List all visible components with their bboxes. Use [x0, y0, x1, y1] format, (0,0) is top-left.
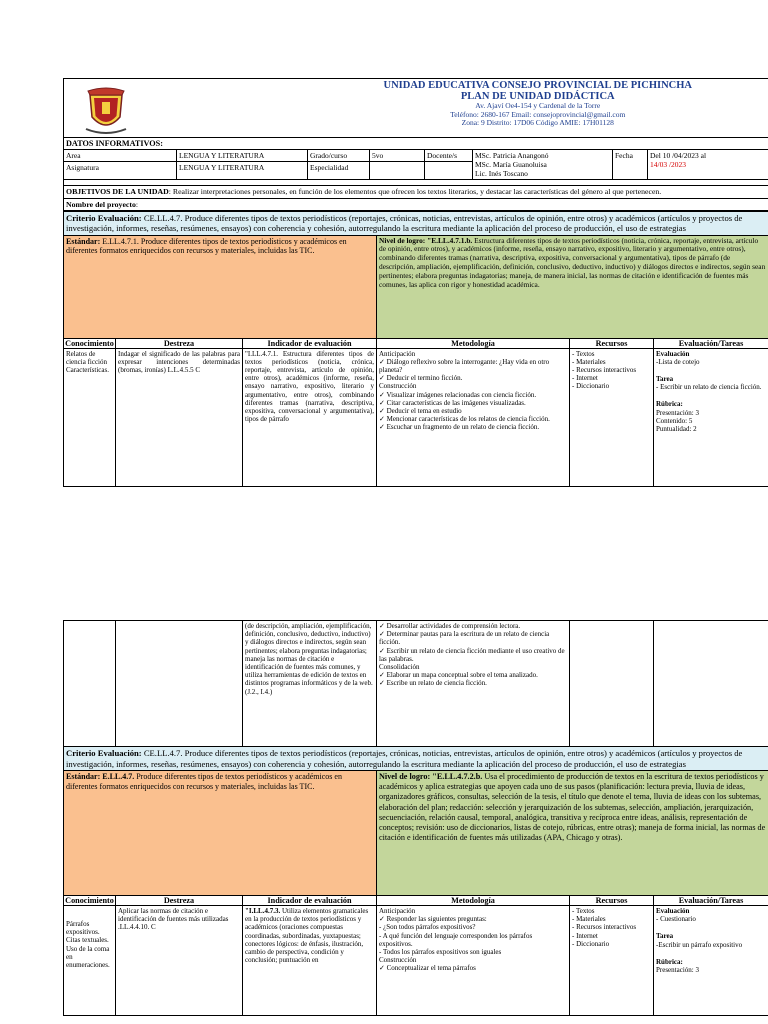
destreza-cell: Indagar el significado de las palabras para expresar intenciones determinadas (bromas, ironías) L.L.4.5.5 C	[116, 348, 243, 486]
metodologia-cell: Anticipación ✓ Diálogo reflexivo sobre la interrogante: ¿Hay vida en otro planeta? ✓ Deducir el termino ficción. Construcción ✓ Visualizar imágenes relacionadas con ciencia ficción. ✓ Citar características de las imágenes visualizadas. ✓ Deducir el tema en estudio ✓ Mencionar características de los relatos de ciencia ficción. ✓ Escuchar un fragmento de un relato de ciencia ficción.	[377, 348, 570, 486]
page-1	[63, 78, 768, 487]
area-label: Area	[64, 150, 177, 162]
especialidad-label: Especialidad	[308, 162, 370, 180]
col-metodologia: Metodología	[377, 338, 570, 348]
col-destreza: Destreza	[116, 338, 243, 348]
school-address: Av. Ajaví Oe4-154 y Cardenal de la Torre	[475, 101, 601, 110]
col-conocimiento: Conocimiento	[65, 338, 114, 348]
fecha-value: Del 10 /04/2023 al 14/03 /2023	[648, 150, 768, 180]
table-row	[64, 621, 768, 747]
unit-table-1	[63, 211, 768, 487]
docente-label: Docente/s	[425, 150, 473, 162]
col-indicador: Indicador de evaluación	[243, 896, 377, 906]
school-phone-email: Teléfono: 2680-167 Email: consejoprovincial@gmail.com	[450, 109, 626, 119]
col-recursos: Recursos	[570, 338, 654, 348]
conocimiento-cell: Relatos de ciencia ficción Características.	[64, 348, 116, 486]
metodologia-cell: Anticipación ✓ Responder las siguientes preguntas: - ¿Son todos párrafos expositivos? - A qué función del lenguaje corresponden los párrafos expositivos. - Todos los párrafos expositivos son iguales Construcción ✓ Conceptualizar el tema párrafos	[377, 906, 570, 1016]
plan-title: PLAN DE UNIDAD DIDÁCTICA	[460, 91, 615, 102]
evaluacion-cell: Evaluación -Lista de cotejo Tarea - Escribir un relato de ciencia ficción. Rúbrica: Presentación: 3 Contenido: 5 Puntualidad: 2	[654, 348, 768, 486]
indicador-cell: "I.LL.4.7.3. Utiliza elementos gramaticales en la producción de textos periodísticos y académicos (oraciones compuestas coordinadas, subordinadas, yuxtapuestas; conectores lógicos: de énfasis, ilustración, cambio de perspectiva, condición y conclusión; puntuación en	[243, 906, 377, 1016]
header-table	[63, 78, 768, 211]
school-name: UNIDAD EDUCATIVA CONSEJO PROVINCIAL DE PICHINCHA	[383, 80, 693, 91]
metodologia-cell: ✓ Desarrollar actividades de comprensión lectora. ✓ Determinar pautas para la escritura de un relato de ciencia ficción. ✓ Escribir un relato de ciencia ficción mediante el uso creativo de las palabras. Consolidación ✓ Elaborar un mapa conceptual sobre el tema analizado. ✓ Escribe un relato de ciencia ficción.	[377, 621, 570, 747]
criterio-evaluacion-2: Criterio Evaluación: CE.LL.4.7. Produce diferentes tipos de textos periodísticos (reportajes, crónicas, noticias, entrevistas, artículos de opinión, entre otros) y académicos (artículos y proyectos de investigación, informes, reseñas, resúmenes, ensayos) con coherencia y cohesión, autorregulando la escritura mediante la aplicación del proceso de producción, el uso de estrategias	[64, 747, 768, 771]
proyecto-row: Nombre del proyecto:	[64, 198, 768, 210]
col-indicador: Indicador de evaluación	[243, 338, 377, 348]
grado-value: 5vo	[370, 150, 425, 162]
col-evaluacion: Evaluación/Tareas	[654, 338, 768, 348]
school-zone: Zona: 9 Distrito: 17D06 Código AMIE: 17H01128	[461, 118, 614, 127]
objetivos-row: OBJETIVOS DE LA UNIDAD: Realizar interpretaciones personales, en función de los elementos que ofrecen los textos literarios, y destacar las características del género al que pertenecen.	[64, 186, 768, 199]
evaluacion-cell: Evaluación - Cuestionario Tarea -Escribir un párrafo expositivo Rúbrica: Presentación: 3	[654, 906, 768, 1016]
estandar-2: Estándar: E.LL.4.7. Produce diferentes tipos de textos periodísticos y académicos en diferentes formatos enriquecidos con recursos y materiales, incluidas las TIC.	[64, 771, 377, 896]
col-evaluacion: Evaluación/Tareas	[654, 896, 768, 906]
conocimiento-cell: Párrafos expositivos. Citas textuales. Uso de la coma en enumeraciones.	[64, 906, 116, 1016]
table-row	[64, 348, 768, 486]
nivel-logro-1: Nivel de logro: "E.LL.4.7.1.b. Estructura diferentes tipos de textos periodísticos (noticia, crónica, reportaje, entrevista, artículo de opinión, entre otros), y académicos (informe, reseña, ensayo narrativo, expositivo, literario y argumentativo, entre otros), combinando diferentes tramas (narrativa, descriptiva, expositiva, conversacional y argumentativa), tipos de párrafo (de descripción, ampliación, ejemplificación, definición, conclusivo, deductivo, inductivo) y diálogos directos e indirectos, según sean pertinentes; elabora preguntas indagatorias; maneja, de manera inicial, las normas de citación e identificación de fuentes más comunes, las aplica con rigor y honestidad académica.	[377, 235, 768, 338]
docente-value: MSc. Patricia Anangonó MSc. María Guanoluisa Lic. Inés Toscano	[473, 150, 613, 180]
datos-title: DATOS INFORMATIVOS:	[64, 138, 768, 150]
col-conocimiento: Conocimiento	[65, 896, 114, 905]
fecha-label: Fecha	[613, 150, 648, 180]
col-metodologia: Metodología	[377, 896, 570, 906]
col-recursos: Recursos	[570, 896, 654, 906]
estandar-1: Estándar: E.LL.4.7.1. Produce diferentes tipos de textos periodísticos y académicos en diferentes formatos enriquecidos con recursos y materiales, incluidas las TIC.	[64, 235, 377, 338]
nivel-logro-2: Nivel de logro: "E.LL.4.7.2.b. Usa el procedimiento de producción de textos en la escritura de textos periodísticos y académicos y aplica estrategias que apoyen cada uno de sus pasos (planificación: lectura previa, lluvia de ideas, organizadores gráficos, consultas, selección de la tesis, el título que denote el tema, lluvia de ideas con los subtemas, elaboración del plan; redacción: selección y jerarquización de los subtemas, selección, ampliación, jerarquización, secuenciación, relación causal, temporal, analógica, transitiva y recíproca entre ideas, análisis, representación de conceptos; revisión: uso de diccionarios, listas de cotejo, rúbricas, entre otras); maneja de forma inicial, las normas de citación e identificación de fuentes más utilizadas (APA, Chicago y otras).	[377, 771, 768, 896]
destreza-cell: Aplicar las normas de citación e identificación de fuentes más utilizadas .LL.4.4.10. C	[116, 906, 243, 1016]
asignatura-label: Asignatura	[64, 162, 177, 180]
indicador-cell: "I.LL.4.7.1. Estructura diferentes tipos de textos periodísticos (noticia, crónica, reportaje, entrevista, artículo de opinión, entre otros), académicos (informe, reseña, ensayo narrativo, expositivo, literario y argumentativo, entre otros), combinando diferentes tramas (narrativa, descriptiva, expositiva, conversacional y argumentativa), tipos de párrafo	[243, 348, 377, 486]
recursos-cell: - Textos - Materiales - Recursos interactivos - Internet - Diccionario	[570, 348, 654, 486]
area-value: LENGUA Y LITERATURA	[177, 150, 308, 162]
asignatura-value: LENGUA Y LITERATURA	[177, 162, 308, 180]
recursos-cell: - Textos - Materiales - Recursos interactivos - Internet - Diccionario	[570, 906, 654, 1016]
unit-table-2	[63, 620, 768, 1016]
school-crest-icon	[82, 87, 130, 137]
indicador-cell: (de descripción, ampliación, ejemplificación, definición, conclusivo, deductivo, inductivo) y diálogos directos e indirectos, según sean pertinentes; elabora preguntas indagatorias; maneja las normas de citación e identificación de fuentes más comunes, y utiliza herramientas de edición de textos en distintos programas informáticos y de la web. (J.2., I.4.)	[243, 621, 377, 747]
table-row	[64, 906, 768, 1016]
col-destreza: Destreza	[116, 896, 243, 906]
page-2	[63, 620, 768, 1016]
criterio-evaluacion: Criterio Evaluación: CE.LL.4.7. Produce diferentes tipos de textos periodísticos (reportajes, crónicas, noticias, entrevistas, artículos de opinión, entre otros) y académicos (artículos y proyectos de investigación, informes, reseñas, resúmenes, ensayos) con coherencia y cohesión, autorregulando la escritura mediante la aplicación del proceso de producción, el uso de estrategias	[64, 211, 768, 235]
grado-label: Grado/curso	[308, 150, 370, 162]
school-header	[308, 79, 768, 138]
logo-cell	[64, 79, 308, 138]
